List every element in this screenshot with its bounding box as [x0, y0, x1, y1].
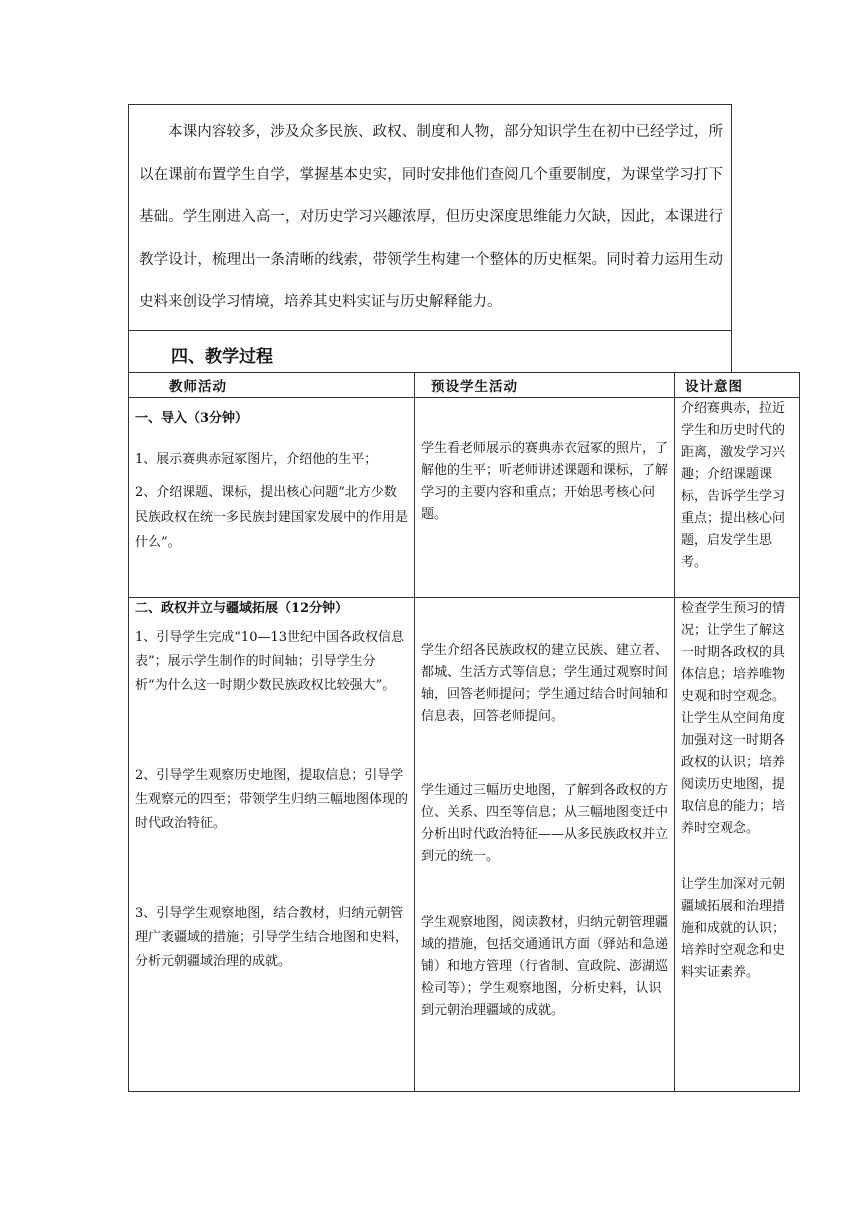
student-activity: 学生观察地图，阅读教材，归纳元朝管理疆域的措施，包括交通通讯方面（驿站和急递铺）和地方管理（行省制、宣政院、澎湖巡检司等）；学生观察地图，分析史料，认识到元朝治理疆域的成就。 — [421, 915, 669, 1018]
design-cell — [675, 598, 800, 1092]
stage-title: 一、导入（3分钟） — [135, 411, 249, 426]
student-cell — [415, 598, 675, 1092]
stage-title: 二、政权并立与疆域拓展（12分钟） — [135, 601, 349, 616]
teacher-step: 2、引导学生观察历史地图，提取信息；引导学生观察元的四至；带领学生归纳三幅地图体现的时代政治特征。 — [135, 768, 409, 831]
teacher-step: 1、引导学生完成“10—13世纪中国各政权信息表”；展示学生制作的时间轴；引导学生分析“为什么这一时期少数民族政权比较强大”。 — [135, 630, 405, 693]
teaching-process-table — [128, 372, 800, 1092]
section-title-text: 四、教学过程 — [171, 347, 273, 367]
design-intent: 让学生加深对元朝疆域拓展和治理措施和成就的认识；培养时空观念和史料实证素养。 — [681, 877, 786, 980]
teacher-cell — [129, 598, 415, 1092]
table-row — [129, 598, 800, 1092]
analysis-paragraph-box — [128, 104, 732, 330]
teacher-step: 1、展示赛典赤冠冢图片，介绍他的生平； — [135, 452, 378, 467]
teacher-step: 3、引导学生观察地图，结合教材，归纳元朝管理广袤疆域的措施；引导学生结合地图和史料，分析元朝疆域治理的成就。 — [135, 906, 409, 969]
student-cell — [415, 398, 675, 598]
design-cell — [675, 398, 800, 598]
section-title — [128, 330, 732, 372]
header-student: 预设学生活动 — [415, 373, 675, 398]
lesson-plan-page — [128, 104, 786, 1092]
teacher-cell — [129, 398, 415, 598]
design-intent: 让学生从空间角度加强对这一时期各政权的认识；培养阅读历史地图，提取信息的能力；培养时空观念。 — [681, 711, 786, 836]
design-intent: 检查学生预习的情况；让学生了解这一时期各政权的具体信息；培养唯物史观和时空观念。 — [681, 601, 786, 704]
table-header-row — [129, 373, 800, 398]
header-teacher: 教师活动 — [129, 373, 415, 398]
student-activity: 学生看老师展示的赛典赤衣冠冢的照片，了解他的生平；听老师讲述课题和课标，了解学习的主要内容和重点；开始思考核心问题。 — [421, 441, 669, 522]
analysis-paragraph: 本课内容较多，涉及众多民族、政权、制度和人物，部分知识学生在初中已经学过，所以在课前布置学生自学，掌握基本史实，同时安排他们查阅几个重要制度，为课堂学习打下基础。学生刚进入高一，对历史学习兴趣浓厚，但历史深度思维能力欠缺，因此，本课进行教学设计，梳理出一条清晰的线索，带领学生构建一个整体的历史框架。同时着力运用生动史料来创设学习情境，培养其史料实证与历史解释能力。 — [139, 124, 723, 310]
design-intent: 介绍赛典赤，拉近学生和历史时代的距离，激发学习兴趣；介绍课题课标，告诉学生学习重点；提出核心问题，启发学生思考。 — [681, 401, 786, 570]
teacher-step: 2、介绍课题、课标，提出核心问题“北方少数民族政权在统一多民族封建国家发展中的作用是什么”。 — [135, 485, 409, 550]
student-activity: 学生通过三幅历史地图，了解到各政权的方位、关系、四至等信息；从三幅地图变迁中分析出时代政治特征——从多民族政权并立到元的统一。 — [421, 783, 669, 864]
table-row — [129, 398, 800, 598]
student-activity: 学生介绍各民族政权的建立民族、建立者、都城、生活方式等信息；学生通过观察时间轴，回答老师提问；学生通过结合时间轴和信息表，回答老师提问。 — [421, 643, 669, 724]
header-design: 设计意图 — [675, 373, 800, 398]
